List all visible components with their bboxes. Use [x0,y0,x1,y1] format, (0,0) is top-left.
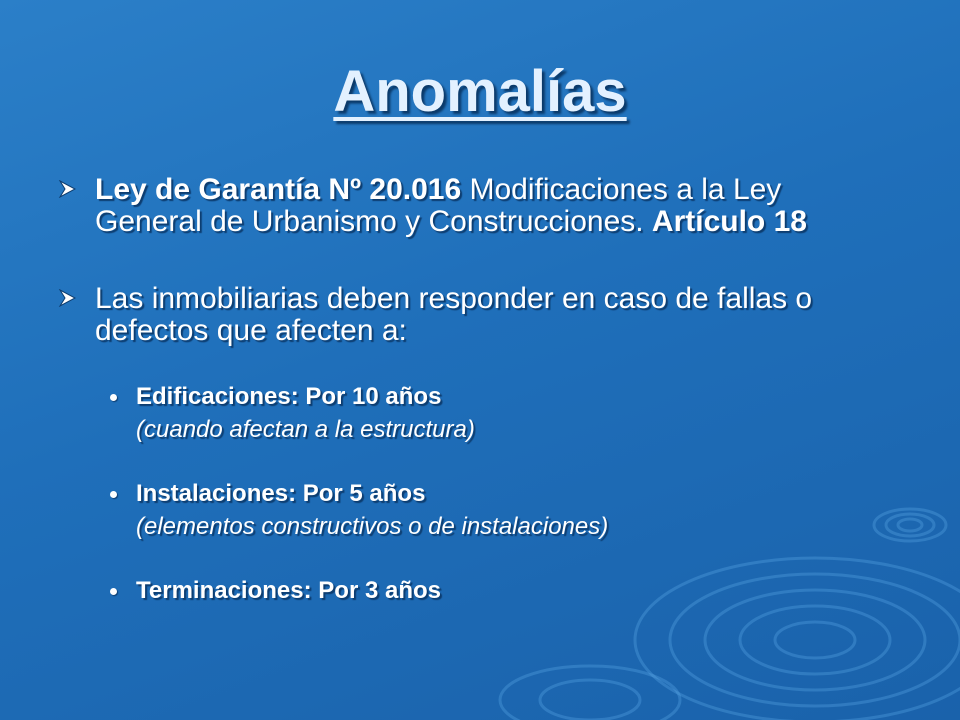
round-bullet-icon [110,491,117,498]
item-edificaciones [110,382,441,412]
round-bullet-icon [110,588,117,595]
arrow-bullet-icon [58,289,76,307]
item-label: Instalaciones: Por 5 años [136,480,426,507]
item-label: Edificaciones: Por 10 años [136,383,442,410]
arrow-bullet-icon [58,180,76,198]
law-name: Ley de Garantía Nº 20.016 [95,173,462,206]
item-instalaciones [110,479,425,509]
bullet-law-reference [58,174,868,238]
law-description: Modificaciones a la Ley General de Urbanismo y Construcciones. [95,173,782,238]
article-reference: Artículo 18 [651,205,807,238]
item-terminaciones [110,576,441,606]
slide-title: Anomalías [333,59,627,124]
item-note-edificaciones: (cuando afectan a la estructura) [136,416,475,443]
bullet-responsibility [58,283,868,347]
item-label: Terminaciones: Por 3 años [136,577,441,604]
item-note-instalaciones: (elementos constructivos o de instalaciones) [136,513,609,540]
round-bullet-icon [110,394,117,401]
responsibility-text: Las inmobiliarias deben responder en caso de fallas o defectos que afecten a: [95,282,813,347]
